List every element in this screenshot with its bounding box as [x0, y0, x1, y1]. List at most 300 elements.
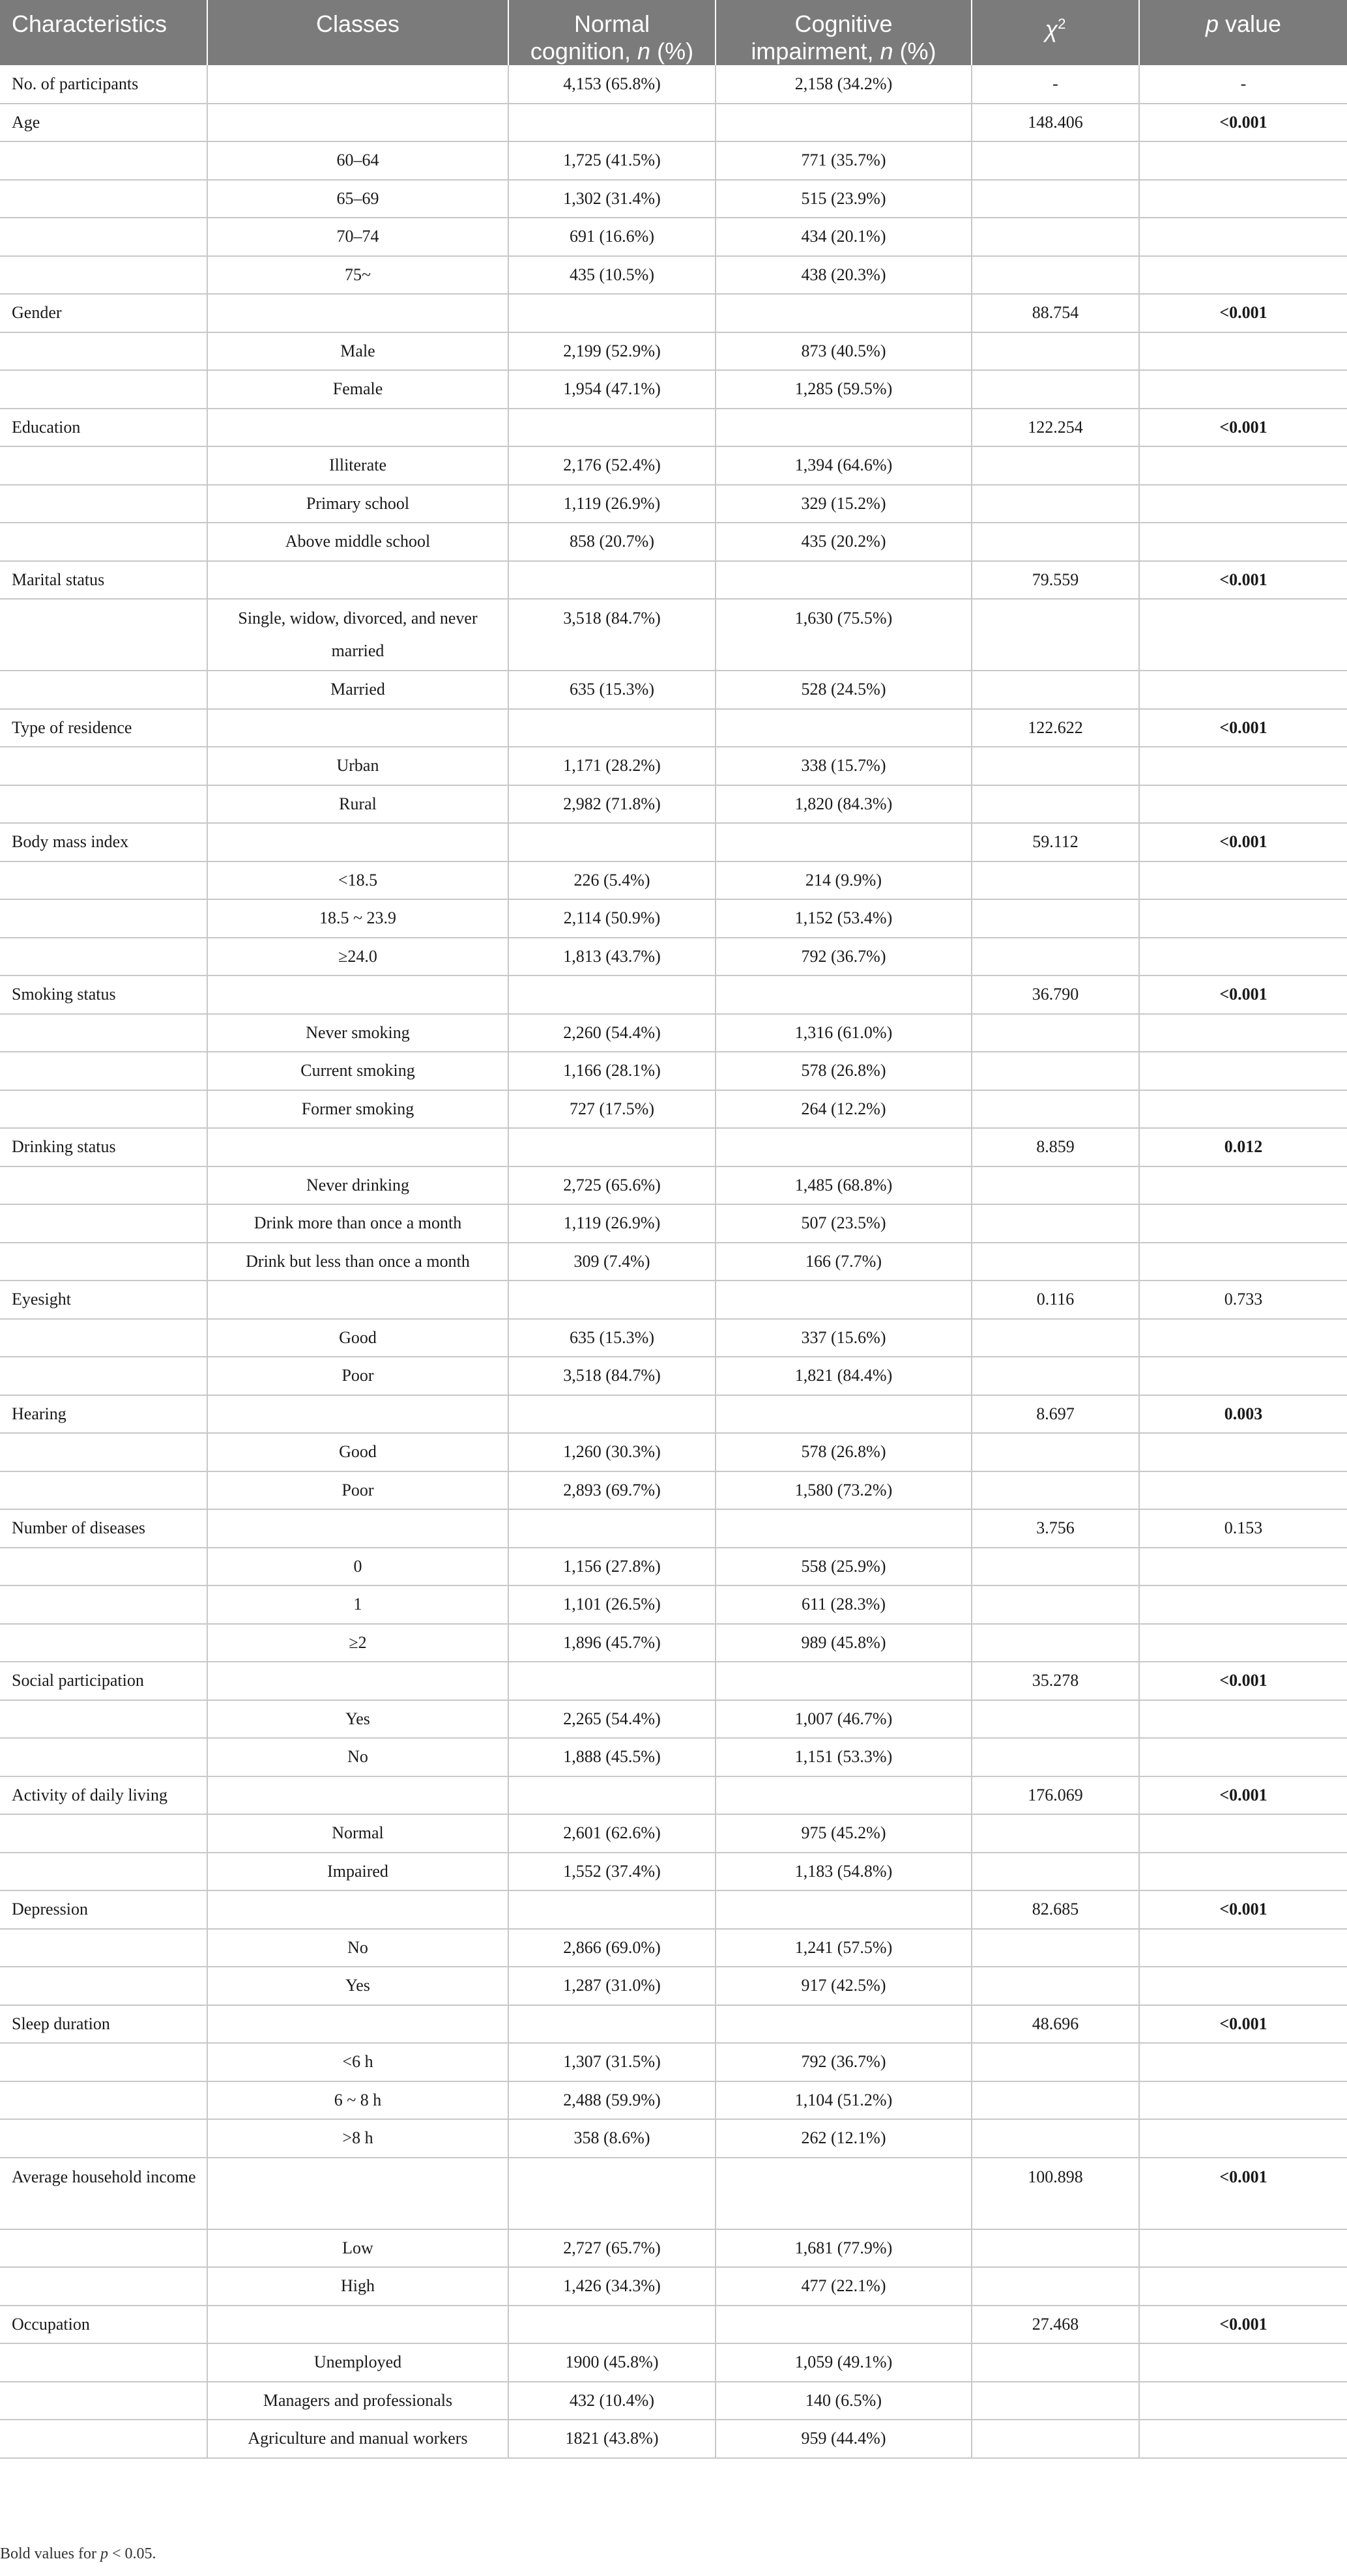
class-cell: 18.5 ~ 23.9: [207, 899, 508, 938]
chi-square-cell: 122.622: [972, 709, 1139, 747]
normal-cognition-cell: 2,601 (62.6%): [508, 1814, 716, 1853]
chi-square-cell: [972, 861, 1139, 900]
class-cell: [207, 294, 508, 332]
cognitive-impairment-cell: [716, 823, 972, 861]
p-value-cell: <0.001: [1139, 709, 1347, 747]
chi-square-cell: 82.685: [972, 1890, 1139, 1929]
p-value-cell: [1139, 1243, 1347, 1281]
p-value-cell: [1139, 1853, 1347, 1891]
class-cell: Low: [207, 2229, 508, 2268]
characteristic-cell: [0, 256, 207, 295]
characteristic-cell: [0, 671, 207, 709]
cognitive-impairment-cell: 214 (9.9%): [716, 861, 972, 900]
characteristic-cell: [0, 141, 207, 180]
class-cell: [207, 1776, 508, 1815]
p-value-cell: [1139, 1967, 1347, 2005]
class-cell: ≥24.0: [207, 938, 508, 976]
chi-square-cell: 0.116: [972, 1281, 1139, 1319]
normal-cognition-cell: 358 (8.6%): [508, 2119, 716, 2158]
cognitive-impairment-cell: 1,580 (73.2%): [716, 1471, 972, 1510]
chi-square-cell: [972, 1166, 1139, 1205]
p-value-cell: [1139, 938, 1347, 976]
class-cell: [207, 1509, 508, 1548]
p-value-cell: -: [1139, 65, 1347, 104]
table-row: [0, 599, 1347, 671]
class-cell: 1: [207, 1585, 508, 1624]
chi-square-cell: 122.254: [972, 409, 1139, 447]
cognitive-impairment-cell: 917 (42.5%): [716, 1967, 972, 2005]
table-row: [0, 1509, 1347, 1548]
cognitive-impairment-cell: 1,630 (75.5%): [716, 599, 972, 671]
chi-square-cell: [972, 1929, 1139, 1967]
normal-cognition-cell: 1,813 (43.7%): [508, 938, 716, 976]
p-value-cell: <0.001: [1139, 1776, 1347, 1815]
class-cell: Good: [207, 1433, 508, 1471]
characteristic-cell: Depression: [0, 1890, 207, 1929]
class-cell: No: [207, 1738, 508, 1776]
header-cog-n: n: [880, 38, 893, 65]
p-value-cell: [1139, 1090, 1347, 1129]
p-value-cell: [1139, 1204, 1347, 1243]
characteristic-cell: Hearing: [0, 1395, 207, 1434]
chi-square-cell: [972, 1967, 1139, 2005]
chi-square-cell: -: [972, 65, 1139, 104]
normal-cognition-cell: [508, 104, 716, 142]
chi-square-cell: [972, 2081, 1139, 2120]
class-cell: [207, 2005, 508, 2044]
characteristic-cell: [0, 1738, 207, 1776]
cognitive-impairment-cell: 1,241 (57.5%): [716, 1929, 972, 1967]
p-value-cell: [1139, 2043, 1347, 2081]
class-cell: [207, 2306, 508, 2344]
table-row: [0, 1548, 1347, 1586]
header-chi-sup: 2: [1058, 16, 1066, 32]
normal-cognition-cell: 2,260 (54.4%): [508, 1014, 716, 1052]
class-cell: [207, 1662, 508, 1700]
characteristic-cell: [0, 1243, 207, 1281]
normal-cognition-cell: 435 (10.5%): [508, 256, 716, 295]
characteristic-cell: [0, 370, 207, 409]
p-value-cell: [1139, 485, 1347, 523]
normal-cognition-cell: [508, 2306, 716, 2344]
normal-cognition-cell: [508, 1128, 716, 1166]
chi-square-cell: [972, 1585, 1139, 1624]
p-value-cell: [1139, 218, 1347, 256]
normal-cognition-cell: 2,893 (69.7%): [508, 1471, 716, 1510]
chi-square-cell: [972, 141, 1139, 180]
header-p-italic: p: [1205, 10, 1219, 37]
cognitive-impairment-cell: [716, 294, 972, 332]
cognitive-impairment-cell: 140 (6.5%): [716, 2382, 972, 2420]
characteristic-cell: [0, 1929, 207, 1967]
chi-square-cell: [972, 2119, 1139, 2158]
characteristic-cell: [0, 1853, 207, 1891]
chi-square-cell: 8.859: [972, 1128, 1139, 1166]
p-value-cell: [1139, 1433, 1347, 1471]
class-cell: Never smoking: [207, 1014, 508, 1052]
normal-cognition-cell: 2,176 (52.4%): [508, 446, 716, 485]
table-row: [0, 1585, 1347, 1624]
cognitive-impairment-cell: [716, 104, 972, 142]
class-cell: 70–74: [207, 218, 508, 256]
cognitive-impairment-cell: [716, 1509, 972, 1548]
cognitive-impairment-cell: 792 (36.7%): [716, 2043, 972, 2081]
header-p-value: [1139, 0, 1347, 65]
characteristic-cell: [0, 523, 207, 561]
p-value-cell: [1139, 1052, 1347, 1090]
header-row: [0, 0, 1347, 65]
class-cell: Agriculture and manual workers: [207, 2420, 508, 2458]
table-row: [0, 1243, 1347, 1281]
table-row: [0, 1738, 1347, 1776]
chi-square-cell: [972, 938, 1139, 976]
characteristic-cell: [0, 180, 207, 218]
chi-square-cell: [972, 2343, 1139, 2382]
cognitive-impairment-cell: 2,158 (34.2%): [716, 65, 972, 104]
cognitive-impairment-cell: [716, 1281, 972, 1319]
header-classes: [207, 0, 508, 65]
normal-cognition-cell: 3,518 (84.7%): [508, 599, 716, 671]
p-value-cell: [1139, 2382, 1347, 2420]
class-cell: >8 h: [207, 2119, 508, 2158]
header-cog-pct: (%): [899, 38, 936, 65]
characteristic-cell: [0, 1548, 207, 1586]
table-row: [0, 2119, 1347, 2158]
chi-square-cell: [972, 1204, 1139, 1243]
normal-cognition-cell: [508, 294, 716, 332]
p-value-cell: [1139, 747, 1347, 785]
normal-cognition-cell: 1,552 (37.4%): [508, 1853, 716, 1891]
table-row: [0, 1319, 1347, 1357]
chi-square-cell: [972, 1738, 1139, 1776]
chi-square-cell: [972, 1700, 1139, 1739]
cognitive-impairment-cell: 1,820 (84.3%): [716, 785, 972, 824]
p-value-cell: [1139, 1929, 1347, 1967]
chi-square-cell: [972, 523, 1139, 561]
cognitive-impairment-cell: 792 (36.7%): [716, 938, 972, 976]
cognitive-impairment-cell: 435 (20.2%): [716, 523, 972, 561]
normal-cognition-cell: 1,888 (45.5%): [508, 1738, 716, 1776]
chi-square-cell: [972, 2382, 1139, 2420]
p-value-cell: <0.001: [1139, 976, 1347, 1014]
p-value-cell: [1139, 141, 1347, 180]
class-cell: Good: [207, 1319, 508, 1357]
class-cell: [207, 65, 508, 104]
chi-square-cell: 48.696: [972, 2005, 1139, 2044]
cognitive-impairment-cell: 1,059 (49.1%): [716, 2343, 972, 2382]
chi-square-cell: [972, 671, 1139, 709]
normal-cognition-cell: [508, 2005, 716, 2044]
class-cell: Managers and professionals: [207, 2382, 508, 2420]
normal-cognition-cell: 2,199 (52.9%): [508, 332, 716, 371]
cognitive-impairment-cell: 873 (40.5%): [716, 332, 972, 371]
cognitive-impairment-cell: 477 (22.1%): [716, 2267, 972, 2306]
characteristic-cell: [0, 1471, 207, 1510]
table-row: [0, 2158, 1347, 2229]
characteristic-cell: [0, 2420, 207, 2458]
normal-cognition-cell: 1,156 (27.8%): [508, 1548, 716, 1586]
p-value-cell: [1139, 1014, 1347, 1052]
characteristic-cell: [0, 1967, 207, 2005]
p-value-cell: [1139, 899, 1347, 938]
cognitive-impairment-cell: 528 (24.5%): [716, 671, 972, 709]
normal-cognition-cell: 309 (7.4%): [508, 1243, 716, 1281]
chi-square-cell: [972, 2229, 1139, 2268]
chi-square-cell: [972, 1090, 1139, 1129]
normal-cognition-cell: 2,727 (65.7%): [508, 2229, 716, 2268]
table-row: [0, 2043, 1347, 2081]
characteristic-cell: [0, 2081, 207, 2120]
characteristic-cell: Average household income: [0, 2158, 207, 2229]
p-value-cell: [1139, 2081, 1347, 2120]
class-cell: Yes: [207, 1700, 508, 1739]
class-cell: Above middle school: [207, 523, 508, 561]
header-normal-line1: Normal: [573, 10, 650, 37]
class-cell: [207, 1128, 508, 1166]
cognitive-impairment-cell: 1,183 (54.8%): [716, 1853, 972, 1891]
cognitive-impairment-cell: 959 (44.4%): [716, 2420, 972, 2458]
class-cell: Impaired: [207, 1853, 508, 1891]
cognitive-impairment-cell: [716, 2005, 972, 2044]
chi-square-cell: [972, 1052, 1139, 1090]
normal-cognition-cell: [508, 1776, 716, 1815]
cognitive-impairment-cell: 1,394 (64.6%): [716, 446, 972, 485]
characteristic-cell: [0, 1624, 207, 1662]
class-cell: 6 ~ 8 h: [207, 2081, 508, 2120]
header-normal-line2: cognition,: [530, 38, 631, 65]
class-cell: Former smoking: [207, 1090, 508, 1129]
chi-square-cell: 59.112: [972, 823, 1139, 861]
p-value-cell: [1139, 1738, 1347, 1776]
class-cell: Primary school: [207, 485, 508, 523]
table-row: [0, 1471, 1347, 1510]
cognitive-impairment-cell: [716, 1662, 972, 1700]
cognitive-impairment-cell: 264 (12.2%): [716, 1090, 972, 1129]
chi-square-cell: [972, 446, 1139, 485]
class-cell: 65–69: [207, 180, 508, 218]
class-cell: <18.5: [207, 861, 508, 900]
class-cell: Single, widow, divorced, and never married: [207, 599, 508, 671]
table-body: [0, 65, 1347, 2458]
p-value-cell: <0.001: [1139, 2158, 1347, 2229]
p-value-cell: [1139, 671, 1347, 709]
characteristic-cell: [0, 2382, 207, 2420]
class-cell: 75~: [207, 256, 508, 295]
table-row: [0, 523, 1347, 561]
cognitive-impairment-cell: 1,316 (61.0%): [716, 1014, 972, 1052]
cognitive-impairment-cell: [716, 1890, 972, 1929]
table-row: [0, 861, 1347, 900]
normal-cognition-cell: 858 (20.7%): [508, 523, 716, 561]
table-row: [0, 976, 1347, 1014]
cognitive-impairment-cell: 262 (12.1%): [716, 2119, 972, 2158]
normal-cognition-cell: [508, 823, 716, 861]
table-row: [0, 747, 1347, 785]
p-value-cell: [1139, 2420, 1347, 2458]
characteristic-cell: [0, 1014, 207, 1052]
normal-cognition-cell: [508, 1281, 716, 1319]
characteristic-cell: Smoking status: [0, 976, 207, 1014]
header-characteristics-label: Characteristics: [12, 10, 167, 37]
cognitive-impairment-cell: 771 (35.7%): [716, 141, 972, 180]
table-row: [0, 1014, 1347, 1052]
characteristic-cell: [0, 2267, 207, 2306]
class-cell: Drink but less than once a month: [207, 1243, 508, 1281]
p-value-cell: <0.001: [1139, 2306, 1347, 2344]
p-value-cell: <0.001: [1139, 104, 1347, 142]
characteristic-cell: [0, 785, 207, 824]
chi-square-cell: 3.756: [972, 1509, 1139, 1548]
p-value-cell: 0.012: [1139, 1128, 1347, 1166]
table-row: [0, 256, 1347, 295]
normal-cognition-cell: 2,725 (65.6%): [508, 1166, 716, 1205]
characteristic-cell: [0, 1357, 207, 1395]
chi-square-cell: [972, 2267, 1139, 2306]
table-row: [0, 2420, 1347, 2458]
class-cell: No: [207, 1929, 508, 1967]
cognitive-impairment-cell: [716, 2306, 972, 2344]
chi-square-cell: [972, 1433, 1139, 1471]
p-value-cell: [1139, 332, 1347, 371]
class-cell: Poor: [207, 1357, 508, 1395]
chi-square-cell: [972, 1548, 1139, 1586]
normal-cognition-cell: [508, 409, 716, 447]
chi-square-cell: [972, 1624, 1139, 1662]
table-row: [0, 709, 1347, 747]
table-row: [0, 1853, 1347, 1891]
chi-square-cell: [972, 1014, 1139, 1052]
characteristic-cell: [0, 218, 207, 256]
characteristic-cell: [0, 1814, 207, 1853]
table-row: [0, 1967, 1347, 2005]
cognitive-impairment-cell: 578 (26.8%): [716, 1433, 972, 1471]
characteristic-cell: [0, 1204, 207, 1243]
class-cell: [207, 1281, 508, 1319]
normal-cognition-cell: 635 (15.3%): [508, 1319, 716, 1357]
characteristic-cell: [0, 899, 207, 938]
table-row: [0, 1128, 1347, 1166]
table-row: [0, 2343, 1347, 2382]
class-cell: Drink more than once a month: [207, 1204, 508, 1243]
table-row: [0, 899, 1347, 938]
cognitive-impairment-cell: 337 (15.6%): [716, 1319, 972, 1357]
table-row: [0, 446, 1347, 485]
normal-cognition-cell: 1,119 (26.9%): [508, 1204, 716, 1243]
class-cell: [207, 823, 508, 861]
normal-cognition-cell: 432 (10.4%): [508, 2382, 716, 2420]
characteristic-cell: Drinking status: [0, 1128, 207, 1166]
characteristic-cell: [0, 747, 207, 785]
normal-cognition-cell: 226 (5.4%): [508, 861, 716, 900]
normal-cognition-cell: 1900 (45.8%): [508, 2343, 716, 2382]
characteristic-cell: Activity of daily living: [0, 1776, 207, 1815]
p-value-cell: 0.153: [1139, 1509, 1347, 1548]
class-cell: High: [207, 2267, 508, 2306]
cognitive-impairment-cell: [716, 1128, 972, 1166]
header-chi-symbol: χ: [1045, 16, 1058, 42]
table-row: [0, 1662, 1347, 1700]
cognitive-impairment-cell: 975 (45.2%): [716, 1814, 972, 1853]
p-value-cell: [1139, 1471, 1347, 1510]
characteristic-cell: [0, 446, 207, 485]
cognitive-impairment-cell: [716, 1395, 972, 1434]
class-cell: [207, 409, 508, 447]
chi-square-cell: [972, 1243, 1139, 1281]
cognitive-impairment-cell: 515 (23.9%): [716, 180, 972, 218]
table-row: [0, 561, 1347, 600]
footnote-prefix: Bold values for: [0, 2545, 100, 2562]
normal-cognition-cell: 1,166 (28.1%): [508, 1052, 716, 1090]
class-cell: Yes: [207, 1967, 508, 2005]
table-row: [0, 1929, 1347, 1967]
chi-square-cell: [972, 899, 1139, 938]
cognitive-impairment-cell: 1,007 (46.7%): [716, 1700, 972, 1739]
class-cell: Poor: [207, 1471, 508, 1510]
header-normal-n: n: [637, 38, 651, 65]
chi-square-cell: [972, 599, 1139, 671]
chi-square-cell: 27.468: [972, 2306, 1139, 2344]
p-value-cell: <0.001: [1139, 1890, 1347, 1929]
characteristic-cell: [0, 599, 207, 671]
characteristic-cell: Type of residence: [0, 709, 207, 747]
characteristic-cell: [0, 2043, 207, 2081]
normal-cognition-cell: 1,426 (34.3%): [508, 2267, 716, 2306]
characteristic-cell: Eyesight: [0, 1281, 207, 1319]
characteristic-cell: [0, 1052, 207, 1090]
normal-cognition-cell: 1,307 (31.5%): [508, 2043, 716, 2081]
header-p-label: value: [1224, 10, 1282, 37]
cognitive-impairment-cell: [716, 709, 972, 747]
cognitive-impairment-cell: 1,152 (53.4%): [716, 899, 972, 938]
class-cell: [207, 976, 508, 1014]
chi-square-cell: [972, 180, 1139, 218]
footnote-suffix: < 0.05.: [108, 2545, 156, 2562]
table-row: [0, 785, 1347, 824]
p-value-cell: [1139, 2343, 1347, 2382]
characteristic-cell: Gender: [0, 294, 207, 332]
characteristic-cell: Age: [0, 104, 207, 142]
normal-cognition-cell: 1,101 (26.5%): [508, 1585, 716, 1624]
class-cell: Married: [207, 671, 508, 709]
normal-cognition-cell: 2,265 (54.4%): [508, 1700, 716, 1739]
chi-square-cell: 100.898: [972, 2158, 1139, 2229]
p-value-cell: <0.001: [1139, 2005, 1347, 2044]
normal-cognition-cell: [508, 709, 716, 747]
class-cell: Unemployed: [207, 2343, 508, 2382]
chi-square-cell: [972, 747, 1139, 785]
class-cell: Normal: [207, 1814, 508, 1853]
cognitive-impairment-cell: 438 (20.3%): [716, 256, 972, 295]
normal-cognition-cell: 1,119 (26.9%): [508, 485, 716, 523]
table-row: [0, 332, 1347, 371]
table-row: [0, 938, 1347, 976]
chi-square-cell: [972, 1814, 1139, 1853]
cognitive-impairment-cell: 989 (45.8%): [716, 1624, 972, 1662]
p-value-cell: [1139, 1624, 1347, 1662]
chi-square-cell: [972, 370, 1139, 409]
class-cell: <6 h: [207, 2043, 508, 2081]
cognitive-impairment-cell: 611 (28.3%): [716, 1585, 972, 1624]
normal-cognition-cell: 2,488 (59.9%): [508, 2081, 716, 2120]
table-row: [0, 1204, 1347, 1243]
cognitive-impairment-cell: 1,285 (59.5%): [716, 370, 972, 409]
p-value-cell: [1139, 256, 1347, 295]
characteristic-cell: Social participation: [0, 1662, 207, 1700]
header-cognitive-impairment: [716, 0, 972, 65]
cognitive-impairment-cell: [716, 2158, 972, 2229]
table-row: [0, 2382, 1347, 2420]
chi-square-cell: [972, 785, 1139, 824]
